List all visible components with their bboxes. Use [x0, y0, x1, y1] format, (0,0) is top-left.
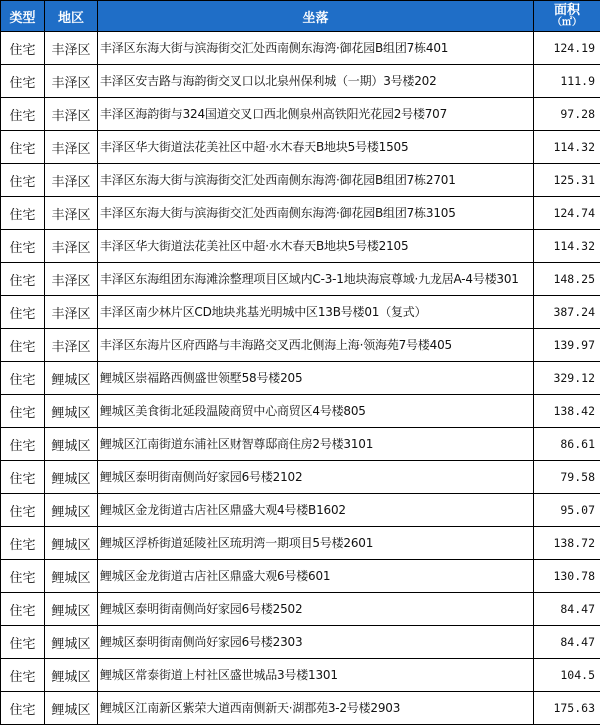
cell-district: 丰泽区	[45, 263, 98, 296]
cell-district: 丰泽区	[45, 65, 98, 98]
cell-area: 138.42	[534, 395, 600, 428]
cell-type: 住宅	[1, 98, 45, 131]
table-row	[1, 65, 600, 98]
table-row	[1, 527, 600, 560]
cell-district: 丰泽区	[45, 98, 98, 131]
cell-district: 鲤城区	[45, 626, 98, 659]
cell-district: 丰泽区	[45, 197, 98, 230]
cell-type: 住宅	[1, 296, 45, 329]
cell-address: 鲤城区美食街北延段温陵商贸中心商贸区4号楼805	[98, 395, 534, 428]
cell-area: 111.9	[534, 65, 600, 98]
cell-address: 鲤城区金龙街道古店社区鼎盛大观6号楼601	[98, 560, 534, 593]
cell-area: 95.07	[534, 494, 600, 527]
cell-district: 鲤城区	[45, 362, 98, 395]
cell-address: 鲤城区江南新区紫荣大道西南侧新天·湖郡苑3-2号楼2903	[98, 692, 534, 725]
cell-address: 丰泽区东海大街与滨海街交汇处西南侧东海湾·御花园B组团7栋2701	[98, 164, 534, 197]
table-header	[1, 1, 600, 32]
cell-address: 鲤城区金龙街道古店社区鼎盛大观4号楼B1602	[98, 494, 534, 527]
cell-address: 鲤城区崇福路西侧盛世领墅58号楼205	[98, 362, 534, 395]
table-row	[1, 296, 600, 329]
cell-type: 住宅	[1, 329, 45, 362]
cell-area: 86.61	[534, 428, 600, 461]
cell-area: 97.28	[534, 98, 600, 131]
cell-address: 鲤城区浮桥街道延陵社区琉玥湾一期项目5号楼2601	[98, 527, 534, 560]
cell-type: 住宅	[1, 32, 45, 65]
cell-area: 84.47	[534, 626, 600, 659]
cell-address: 丰泽区华大街道法花美社区中超·水木春天B地块5号楼1505	[98, 131, 534, 164]
cell-type: 住宅	[1, 131, 45, 164]
cell-type: 住宅	[1, 593, 45, 626]
cell-address: 鲤城区泰明街南侧尚好家园6号楼2303	[98, 626, 534, 659]
table-row	[1, 362, 600, 395]
cell-district: 丰泽区	[45, 230, 98, 263]
cell-address: 丰泽区安吉路与海韵街交叉口以北泉州保利城（一期）3号楼202	[98, 65, 534, 98]
cell-district: 鲤城区	[45, 527, 98, 560]
cell-district: 鲤城区	[45, 692, 98, 725]
cell-area: 114.32	[534, 230, 600, 263]
cell-type: 住宅	[1, 461, 45, 494]
cell-district: 鲤城区	[45, 494, 98, 527]
header-address: 坐落	[98, 1, 534, 32]
cell-type: 住宅	[1, 230, 45, 263]
cell-type: 住宅	[1, 494, 45, 527]
table-row	[1, 395, 600, 428]
cell-address: 丰泽区东海片区府西路与丰海路交叉西北侧海上海·领海苑7号楼405	[98, 329, 534, 362]
table-row	[1, 197, 600, 230]
header-area-unit: （㎡）	[536, 17, 598, 28]
cell-type: 住宅	[1, 560, 45, 593]
cell-type: 住宅	[1, 659, 45, 692]
cell-address: 丰泽区东海大街与滨海街交汇处西南侧东海湾·御花园B组团7栋3105	[98, 197, 534, 230]
cell-area: 125.31	[534, 164, 600, 197]
header-district: 地区	[45, 1, 98, 32]
cell-district: 鲤城区	[45, 461, 98, 494]
table-row	[1, 98, 600, 131]
cell-area: 329.12	[534, 362, 600, 395]
cell-district: 鲤城区	[45, 428, 98, 461]
cell-area: 138.72	[534, 527, 600, 560]
table-row	[1, 164, 600, 197]
cell-address: 丰泽区海韵街与324国道交叉口西北侧泉州高铁阳光花园2号楼707	[98, 98, 534, 131]
cell-area: 104.5	[534, 659, 600, 692]
cell-area: 175.63	[534, 692, 600, 725]
header-row	[1, 1, 600, 32]
header-area-label: 面积	[536, 4, 598, 17]
table-row	[1, 329, 600, 362]
cell-type: 住宅	[1, 65, 45, 98]
cell-area: 79.58	[534, 461, 600, 494]
table-body	[1, 32, 600, 725]
cell-type: 住宅	[1, 527, 45, 560]
cell-district: 丰泽区	[45, 131, 98, 164]
cell-type: 住宅	[1, 197, 45, 230]
table-row	[1, 131, 600, 164]
cell-district: 鲤城区	[45, 593, 98, 626]
table-row	[1, 626, 600, 659]
cell-area: 114.32	[534, 131, 600, 164]
cell-type: 住宅	[1, 428, 45, 461]
header-area	[534, 1, 600, 32]
cell-address: 鲤城区泰明街南侧尚好家园6号楼2502	[98, 593, 534, 626]
cell-area: 148.25	[534, 263, 600, 296]
cell-type: 住宅	[1, 362, 45, 395]
cell-address: 鲤城区泰明街南侧尚好家园6号楼2102	[98, 461, 534, 494]
table-row	[1, 494, 600, 527]
cell-address: 鲤城区常泰街道上村社区盛世城品3号楼1301	[98, 659, 534, 692]
cell-district: 丰泽区	[45, 164, 98, 197]
cell-district: 丰泽区	[45, 329, 98, 362]
header-type: 类型	[1, 1, 45, 32]
cell-district: 鲤城区	[45, 560, 98, 593]
cell-area: 124.74	[534, 197, 600, 230]
cell-district: 鲤城区	[45, 395, 98, 428]
table-row	[1, 32, 600, 65]
table-row	[1, 263, 600, 296]
cell-type: 住宅	[1, 692, 45, 725]
table-row	[1, 428, 600, 461]
cell-address: 丰泽区东海大街与滨海街交汇处西南侧东海湾·御花园B组团7栋401	[98, 32, 534, 65]
cell-area: 139.97	[534, 329, 600, 362]
cell-type: 住宅	[1, 626, 45, 659]
cell-address: 丰泽区华大街道法花美社区中超·水木春天B地块5号楼2105	[98, 230, 534, 263]
table-row	[1, 692, 600, 725]
cell-area: 124.19	[534, 32, 600, 65]
cell-district: 丰泽区	[45, 32, 98, 65]
cell-address: 丰泽区东海组团东海滩涂整理项目区域内C-3-1地块海宸尊域·九龙居A-4号楼301	[98, 263, 534, 296]
cell-type: 住宅	[1, 164, 45, 197]
cell-area: 387.24	[534, 296, 600, 329]
cell-area: 130.78	[534, 560, 600, 593]
cell-type: 住宅	[1, 263, 45, 296]
table-row	[1, 461, 600, 494]
table-row	[1, 560, 600, 593]
cell-address: 丰泽区南少林片区CD地块兆基光明城中区13B号楼01（复式）	[98, 296, 534, 329]
cell-area: 84.47	[534, 593, 600, 626]
cell-district: 丰泽区	[45, 296, 98, 329]
cell-type: 住宅	[1, 395, 45, 428]
table-row	[1, 230, 600, 263]
table-row	[1, 593, 600, 626]
table-row	[1, 659, 600, 692]
cell-address: 鲤城区江南街道东浦社区财智尊邸商住房2号楼3101	[98, 428, 534, 461]
cell-district: 鲤城区	[45, 659, 98, 692]
